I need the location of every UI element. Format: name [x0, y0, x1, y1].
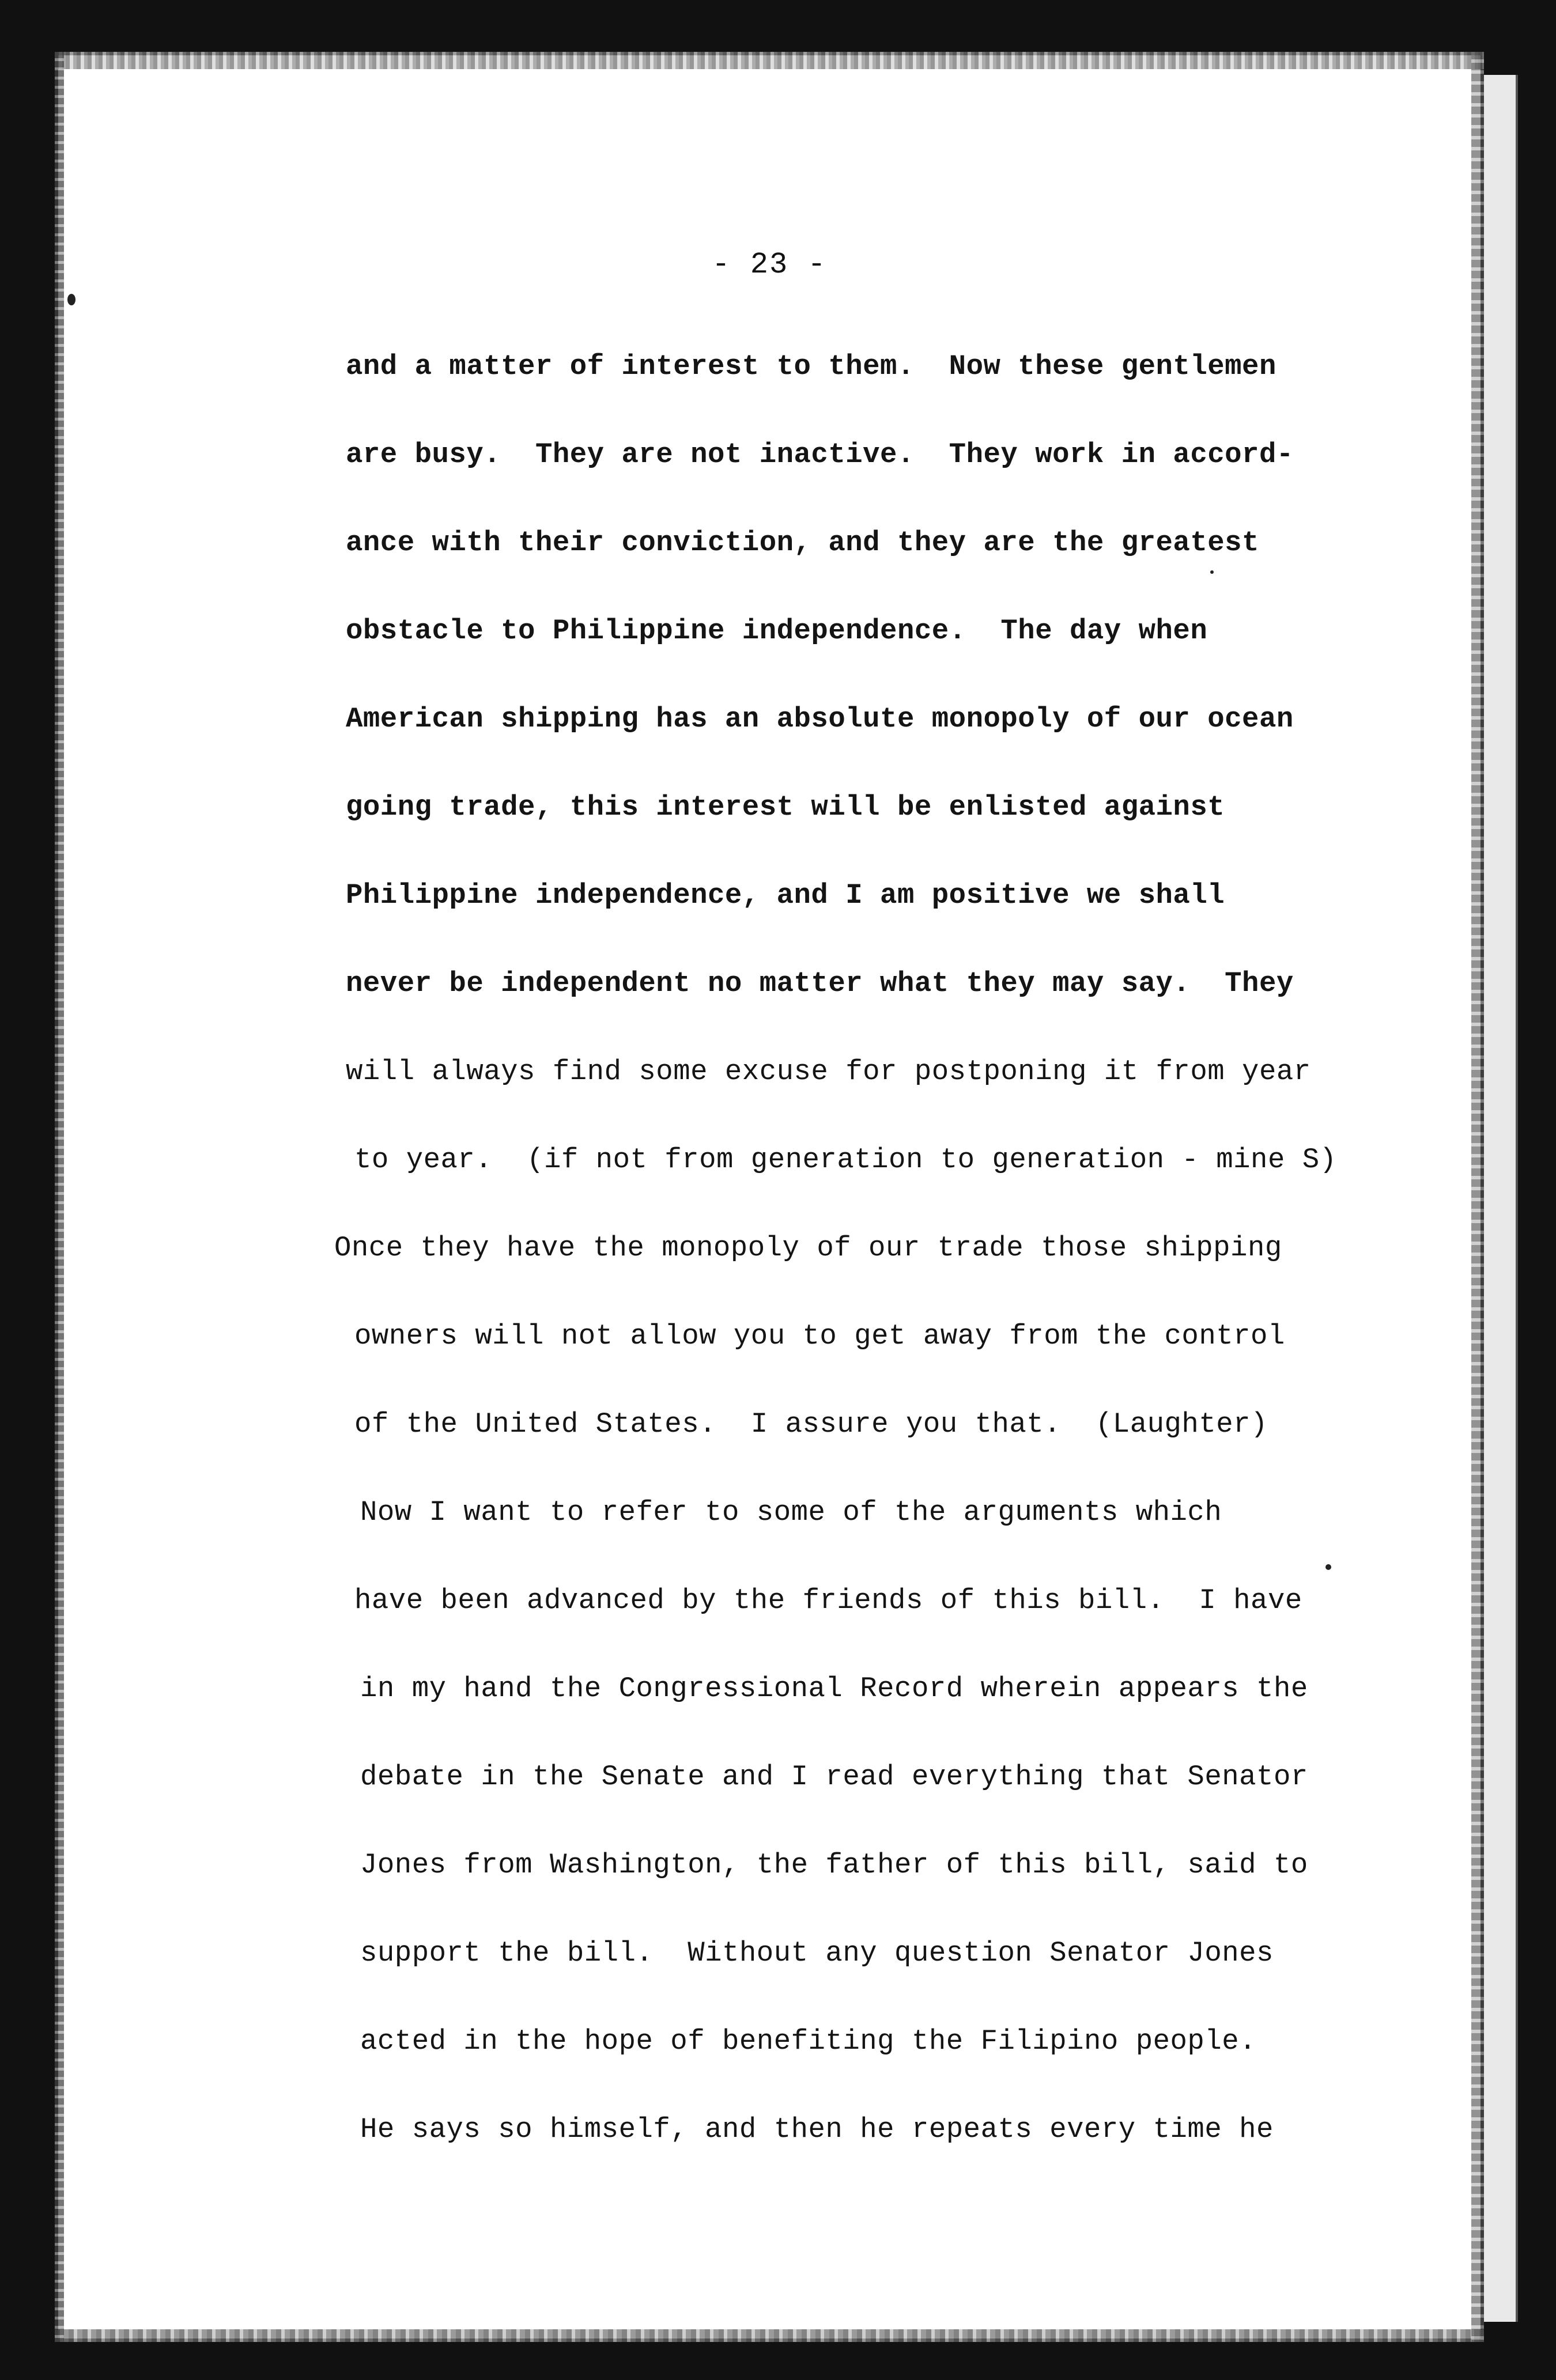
page-edge-left — [55, 52, 64, 2342]
text-line: He says so himself, and then he repeats every time he — [360, 2113, 1274, 2146]
ink-speck — [67, 294, 75, 305]
text-line: of the United States. I assure you that. (Laughter) — [354, 1408, 1268, 1440]
typed-text-body — [334, 323, 1429, 2174]
text-line: are busy. They are not inactive. They work in accord- — [346, 438, 1294, 471]
text-line: obstacle to Philippine independence. The day when — [346, 615, 1208, 647]
text-line: have been advanced by the friends of this bill. I have — [354, 1584, 1302, 1617]
text-line: Jones from Washington, the father of this bill, said to — [360, 1849, 1308, 1881]
text-line: American shipping has an absolute monopoly of our ocean — [346, 703, 1294, 735]
text-line: acted in the hope of benefiting the Filipino people. — [360, 2025, 1257, 2057]
text-line: going trade, this interest will be enlisted against — [346, 791, 1225, 823]
underlying-sheet-edge — [1484, 75, 1518, 2322]
text-line: Once they have the monopoly of our trade those shipping — [334, 1232, 1282, 1264]
document-page — [55, 52, 1484, 2342]
text-line: will always find some excuse for postponing it from year — [346, 1055, 1311, 1088]
text-line: Philippine independence, and I am positive we shall — [346, 879, 1225, 911]
text-line: never be independent no matter what they may say. They — [346, 967, 1294, 1000]
text-line: debate in the Senate and I read everything that Senator — [360, 1761, 1308, 1793]
page-edge-bottom — [55, 2329, 1484, 2342]
page-edge-top — [55, 52, 1484, 69]
text-line: to year. (if not from generation to generation - mine S) — [354, 1144, 1337, 1176]
text-line: owners will not allow you to get away from the control — [354, 1320, 1285, 1352]
text-line: in my hand the Congressional Record wherein appears the — [360, 1673, 1308, 1705]
page-edge-right — [1471, 52, 1484, 2342]
text-line: support the bill. Without any question Senator Jones — [360, 1937, 1274, 1969]
text-line: and a matter of interest to them. Now these gentlemen — [346, 350, 1276, 383]
text-line: ance with their conviction, and they are the greatest — [346, 527, 1259, 559]
text-line-paragraph-start: Now I want to refer to some of the arguments which — [360, 1496, 1222, 1528]
page-number: - 23 - — [712, 248, 827, 282]
